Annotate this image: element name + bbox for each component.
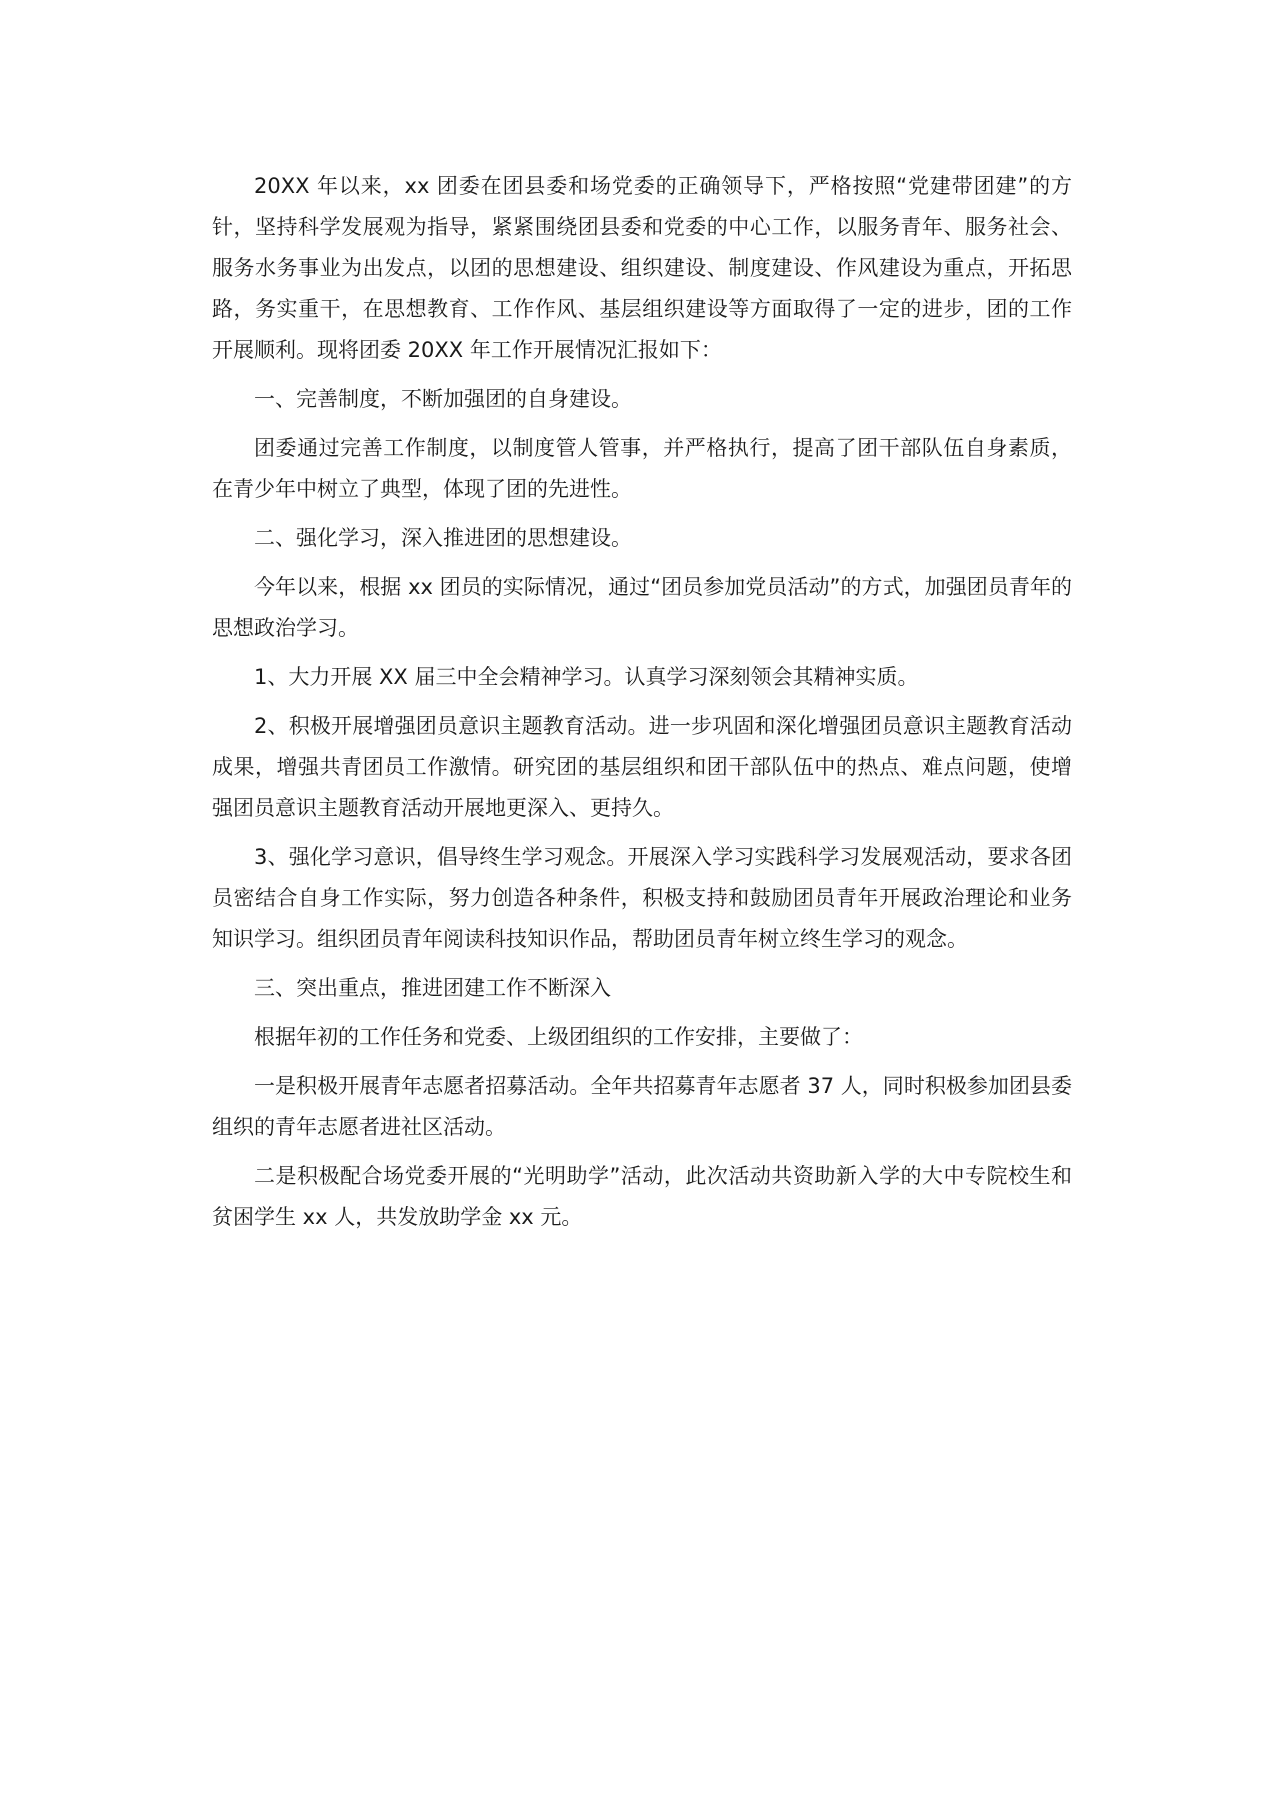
paragraph-scholarship: 二是积极配合场党委开展的“光明助学”活动，此次活动共资助新入学的大中专院校生和贫困学生 xx 人，共发放助学金 xx 元。 bbox=[212, 1164, 1072, 1229]
list-item-2: 2、积极开展增强团员意识主题教育活动。进一步巩固和深化增强团员意识主题教育活动成果，增强共青团员工作激情。研究团的基层组织和团干部队伍中的热点、难点问题，使增强团员意识主题教育活动开展地更深入、更持久。 bbox=[212, 714, 1072, 820]
section-heading-3: 三、突出重点，推进团建工作不断深入 bbox=[254, 976, 611, 1000]
list-item-3: 3、强化学习意识，倡导终生学习观念。开展深入学习实践科学习发展观活动，要求各团员密结合自身工作实际，努力创造各种条件，积极支持和鼓励团员青年开展政治理论和业务知识学习。组织团员青年阅读科技知识作品，帮助团员青年树立终生学习的观念。 bbox=[212, 845, 1072, 951]
paragraph-section-1: 团委通过完善工作制度，以制度管人管事，并严格执行，提高了团干部队伍自身素质，在青少年中树立了典型，体现了团的先进性。 bbox=[212, 436, 1072, 501]
section-heading-1: 一、完善制度，不断加强团的自身建设。 bbox=[254, 387, 632, 411]
list-item-1: 1、大力开展 XX 届三中全会精神学习。认真学习深刻领会其精神实质。 bbox=[254, 665, 919, 689]
section-heading-2: 二、强化学习，深入推进团的思想建设。 bbox=[254, 526, 632, 550]
paragraph-section-3: 根据年初的工作任务和党委、上级团组织的工作安排，主要做了： bbox=[254, 1025, 863, 1049]
document-body bbox=[212, 166, 1072, 1246]
paragraph-volunteers: 一是积极开展青年志愿者招募活动。全年共招募青年志愿者 37 人，同时积极参加团县委组织的青年志愿者进社区活动。 bbox=[212, 1074, 1072, 1139]
paragraph-section-2: 今年以来，根据 xx 团员的实际情况，通过“团员参加党员活动”的方式，加强团员青年的思想政治学习。 bbox=[212, 575, 1072, 640]
paragraph-intro: 20XX 年以来，xx 团委在团县委和场党委的正确领导下，严格按照“党建带团建”的方针，坚持科学发展观为指导，紧紧围绕团县委和党委的中心工作，以服务青年、服务社会、服务水务事业为出发点，以团的思想建设、组织建设、制度建设、作风建设为重点，开拓思路，务实重干，在思想教育、工作作风、基层组织建设等方面取得了一定的进步，团的工作开展顺利。现将团委 20XX 年工作开展情况汇报如下： bbox=[212, 174, 1072, 362]
